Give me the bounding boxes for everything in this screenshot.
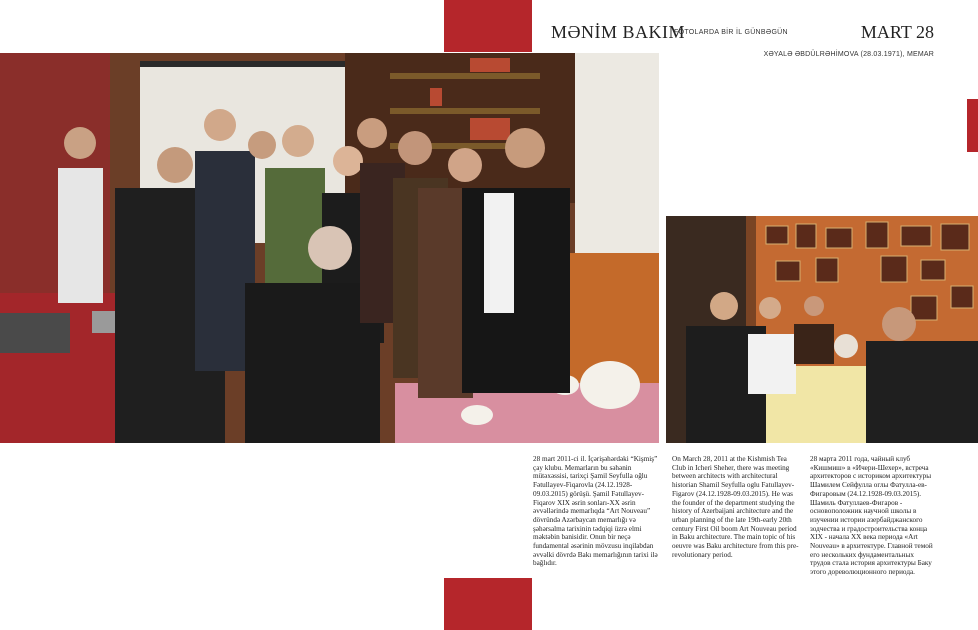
group-photo-image — [0, 53, 659, 443]
red-accent-tab-side — [967, 99, 978, 152]
caption-russian: 28 марта 2011 года, чайный клуб «Кишмиш» в «Ичери-Шехер», встреча архитекторов с историком архитектуры Шамилем Сейфулла оглы Фатулла-ев-Фигаровым (24.12.1928-09.03.2015). Шамиль Фатуллаев-Фигаров - основоположник научной школы в изучении истории азербайджанского зодчества и градостроительства конца XIX - начала XX века периода «Art Nouveau» в архитектуре. Главной темой его нескольких фундаментальных трудов стала история архитектуры Баку этого дореволюционного периода. — [810, 455, 933, 577]
caption-english: On March 28, 2011 at the Kishmish Tea Club in Icheri Sheher, there was meeting between architects with architectural historian Shamil Seyfulla oglu Fatullayev-Figarov (24.12.1928-09.03.2015). He was the founder of the department studying the history of Azerbaijani architecture and the urban planning of the late 19th-early 20th century First Oil boom Art Nouveau period in Baku architecture. The main topic of his oeuvre was Baku architecture from this pre-revolutionary period. — [672, 455, 799, 559]
red-accent-block-top — [444, 0, 532, 52]
caption-azerbaijani: 28 mart 2011-ci il. İçərişəhərdəki “Kişmiş” çay klubu. Memarların bu səhənin mütəxəssisi, tarixçi Şamil Seyfulla oğlu Fətullayev-Fiqarovla (24.12.1928-09.03.2015) görüşü. Şamil Fətullayev-Fiqarov XIX əsrin sonları-XX əsrin əvvəllərində memarlıqda “Art Nouveau” dövründə Azərbaycan memarlığı və şəhərsalma tarixinin tədqiqi üzrə elmi məktəbin banisidir. Onun bir neçə fundamental əsərinin mövzusu inqilabdan əvvəlki dövrdə Bakı memarlığının tarixi ilə bağlıdır. — [533, 455, 658, 568]
page-date: MART 28 — [860, 22, 934, 42]
tea-table-photo-image — [666, 216, 978, 443]
group-photo — [0, 53, 659, 443]
page-subtitle: FOTOLARDA BİR İL GÜNBƏGÜN — [674, 29, 788, 36]
red-accent-block-bottom — [444, 578, 532, 630]
page-title: MƏNİM BAKIM — [551, 22, 686, 42]
photo-author: XƏYALƏ ƏBDÜLRƏHİMOVA (28.03.1971), MEMAR — [763, 51, 934, 58]
tea-table-photo — [666, 216, 978, 443]
